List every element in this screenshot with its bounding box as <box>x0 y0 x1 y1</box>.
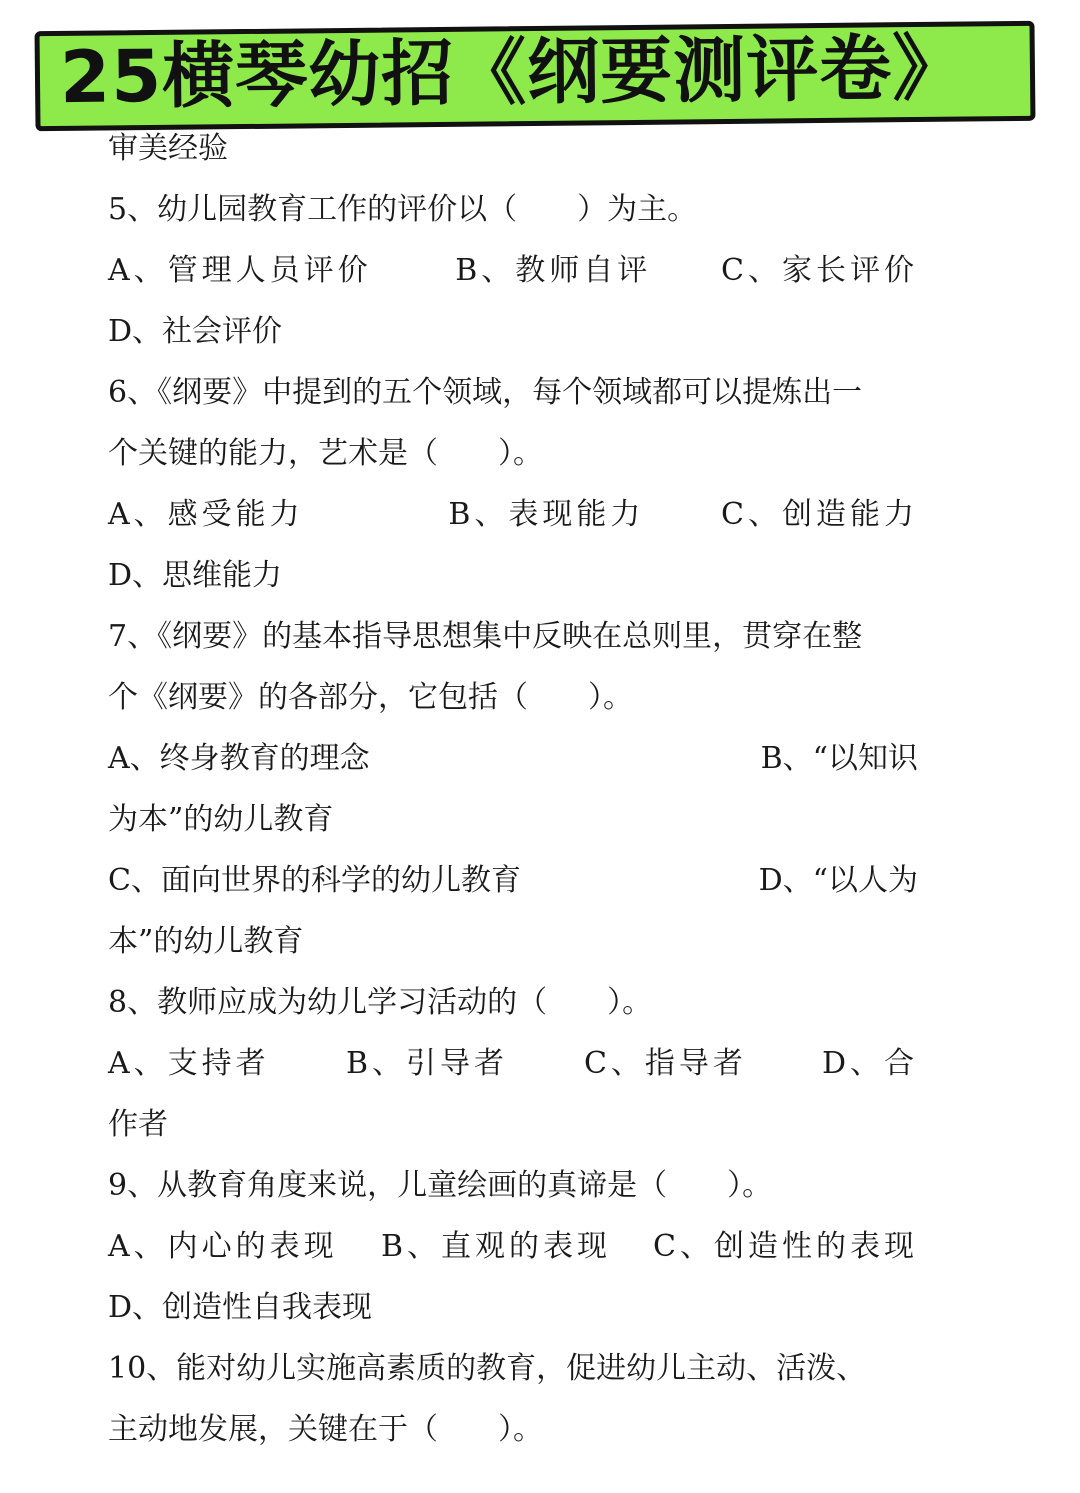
question-6-line-2: 个关键的能力，艺术是（ ）。 <box>108 436 543 471</box>
question-5-option-d: D、社会评价 <box>108 314 283 349</box>
question-9-option-b: B、直观的表现 <box>381 1229 612 1264</box>
question-9-option-d: D、创造性自我表现 <box>108 1290 373 1325</box>
question-9: 9、从教育角度来说，儿童绘画的真谛是（ ）。 <box>108 1168 773 1203</box>
question-5-option-b: B、教师自评 <box>455 253 652 288</box>
question-8-options <box>108 1039 918 1100</box>
question-list <box>108 124 918 1466</box>
page-title: 25横琴幼招《纲要测评卷》 <box>59 25 966 120</box>
question-7-option-d-start: D、“以人为 <box>758 863 918 898</box>
question-8-option-d-end: 作者 <box>108 1107 168 1142</box>
question-7-line-2: 个《纲要》的各部分，它包括（ ）。 <box>108 680 633 715</box>
question-7-option-b-start: B、“以知识 <box>760 741 918 776</box>
question-5-option-c: C、家长评价 <box>721 253 918 288</box>
question-8-option-c: C、指导者 <box>583 1046 747 1081</box>
question-8: 8、教师应成为幼儿学习活动的（ ）。 <box>108 985 653 1020</box>
question-7-option-c-row <box>108 856 918 917</box>
question-7-option-d-end: 本”的幼儿教育 <box>108 924 304 959</box>
question-6-option-d: D、思维能力 <box>108 558 283 593</box>
question-9-option-a: A、内心的表现 <box>108 1229 338 1264</box>
question-8-option-a: A、支持者 <box>108 1046 270 1081</box>
question-7-line-1: 7、《纲要》的基本指导思想集中反映在总则里，贯穿在整 <box>108 619 863 654</box>
question-10-line-1: 10、能对幼儿实施高素质的教育，促进幼儿主动、活泼、 <box>108 1351 867 1386</box>
question-6-option-c: C、创造能力 <box>721 497 918 532</box>
carryover-text: 审美经验 <box>108 131 228 166</box>
question-7-option-b-end: 为本”的幼儿教育 <box>108 802 334 837</box>
question-7-option-a-row <box>108 734 918 795</box>
question-5: 5、幼儿园教育工作的评价以（ ）为主。 <box>108 192 698 227</box>
question-5-options <box>108 246 918 307</box>
question-6-options <box>108 490 918 551</box>
question-5-option-a: A、管理人员评价 <box>108 253 372 288</box>
question-8-option-b: B、引导者 <box>345 1046 509 1081</box>
question-6-line-1: 6、《纲要》中提到的五个领域，每个领域都可以提炼出一 <box>108 375 863 410</box>
question-6-option-b: B、表现能力 <box>448 497 645 532</box>
question-9-option-c: C、创造性的表现 <box>653 1229 918 1264</box>
question-7-option-c: C、面向世界的科学的幼儿教育 <box>108 863 521 898</box>
question-6-option-a: A、感受能力 <box>108 497 304 532</box>
question-10-line-2: 主动地发展，关键在于（ ）。 <box>108 1412 543 1447</box>
question-9-options <box>108 1222 918 1283</box>
question-7-option-a: A、终身教育的理念 <box>108 741 370 776</box>
question-8-option-d: D、合 <box>821 1046 919 1081</box>
